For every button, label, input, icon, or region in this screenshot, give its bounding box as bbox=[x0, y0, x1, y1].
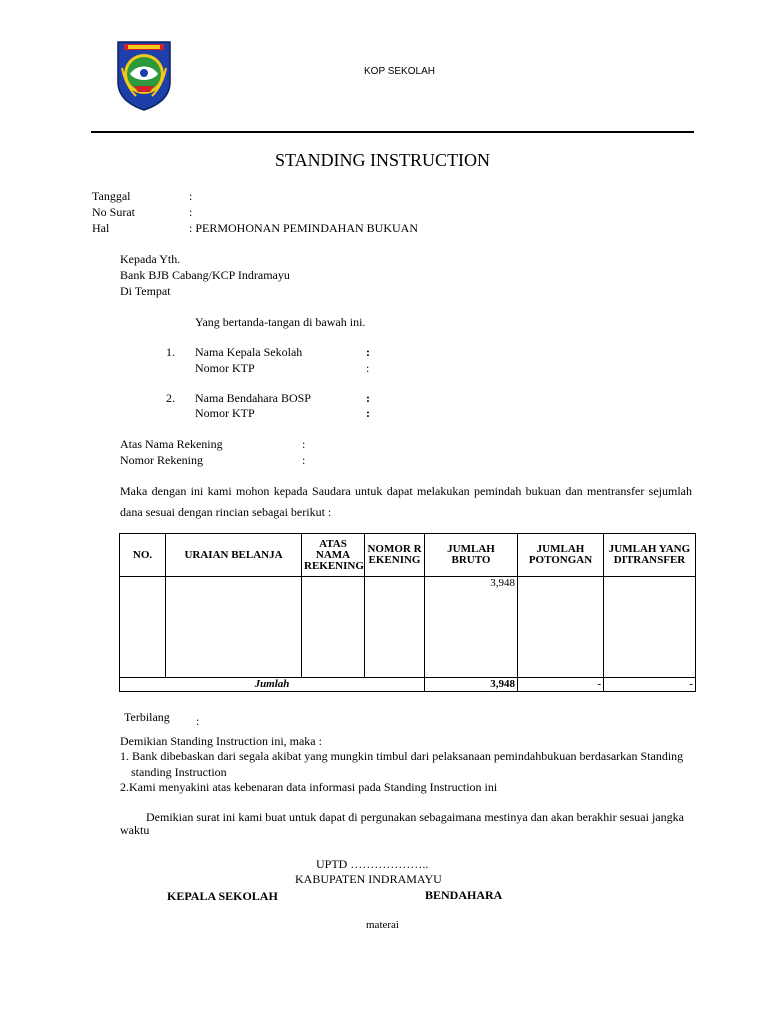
total-jumlah-bruto: 3,948 bbox=[425, 678, 518, 692]
hal-value: : PERMOHONAN PEMINDAHAN BUKUAN bbox=[189, 221, 419, 235]
header-uraian-belanja: URAIAN BELANJA bbox=[166, 534, 302, 577]
terbilang-colon: : bbox=[196, 714, 200, 728]
intro-text: Yang bertanda-tangan di bawah ini. bbox=[195, 315, 366, 329]
nomor-rekening-colon: : bbox=[302, 453, 306, 467]
cell-jumlah-bruto: 3,948 bbox=[425, 577, 518, 678]
kabupaten-line: KABUPATEN INDRAMAYU bbox=[295, 872, 442, 886]
request-text-line-2: dana sesuai dengan rincian sebagai berikut : bbox=[120, 505, 332, 519]
tanggal-value: : bbox=[189, 189, 193, 203]
signer-2-name-label: Nama Bendahara BOSP bbox=[195, 391, 311, 405]
closing-line-2: waktu bbox=[120, 823, 150, 837]
conclusion-point-2: 2.Kami menyakini atas kebenaran data informasi pada Standing Instruction ini bbox=[120, 780, 498, 794]
materai-label: materai bbox=[366, 919, 399, 931]
signer-2-ktp-label: Nomor KTP bbox=[195, 406, 255, 420]
letterhead-text: KOP SEKOLAH bbox=[364, 66, 435, 77]
header-nomor-rekening: NOMOR REKENING bbox=[365, 534, 425, 577]
uptd-line: UPTD ……………….. bbox=[316, 857, 429, 871]
atas-nama-rekening-label: Atas Nama Rekening bbox=[120, 437, 223, 451]
tanggal-label: Tanggal bbox=[92, 189, 131, 203]
signer-1-number: 1. bbox=[166, 345, 175, 359]
header-atas-nama-rekening: ATAS NAMA REKENING bbox=[302, 534, 365, 577]
cell-uraian bbox=[166, 577, 302, 678]
header-jumlah-potongan: JUMLAH POTONGAN bbox=[518, 534, 604, 577]
recipient-line-2: Bank BJB Cabang/KCP Indramayu bbox=[120, 268, 290, 282]
header-jumlah-ditransfer: JUMLAH YANG DITRANSFER bbox=[604, 534, 696, 577]
closing-line-1: Demikian surat ini kami buat untuk dapat di pergunakan sebagaimana mestinya dan akan berakhir sesuai jangka bbox=[146, 810, 684, 824]
signer-1-ktp-label: Nomor KTP bbox=[195, 361, 255, 375]
header-no: NO. bbox=[120, 534, 166, 577]
cell-no bbox=[120, 577, 166, 678]
request-text-line-1: Maka dengan ini kami mohon kepada Saudara untuk dapat melakukan pemindah bukuan dan mentransfer sejumlah bbox=[120, 484, 692, 498]
bendahara-signature-label: BENDAHARA bbox=[425, 888, 503, 902]
no-surat-label: No Surat bbox=[92, 205, 135, 219]
conclusion-intro: Demikian Standing Instruction ini, maka : bbox=[120, 734, 322, 748]
terbilang-label: Terbilang bbox=[124, 710, 170, 724]
table-row bbox=[120, 577, 696, 678]
cell-jumlah-potongan bbox=[518, 577, 604, 678]
signer-2-name-colon: : bbox=[366, 391, 370, 405]
total-jumlah-potongan: - bbox=[518, 678, 604, 692]
nomor-rekening-label: Nomor Rekening bbox=[120, 453, 203, 467]
conclusion-point-1: 1. Bank dibebaskan dari segala akibat yang mungkin timbul dari pelaksanaan pemindahbukuan berdasarkan Standing bbox=[120, 749, 684, 763]
signer-1-name-label: Nama Kepala Sekolah bbox=[195, 345, 303, 359]
signer-2-number: 2. bbox=[166, 391, 175, 405]
header-jumlah-bruto: JUMLAH BRUTO bbox=[425, 534, 518, 577]
regency-logo-icon bbox=[114, 38, 174, 112]
hal-label: Hal bbox=[92, 221, 110, 235]
document-title: STANDING INSTRUCTION bbox=[275, 150, 491, 170]
cell-jumlah-ditransfer bbox=[604, 577, 696, 678]
cell-nomor-rekening bbox=[365, 577, 425, 678]
recipient-line-3: Di Tempat bbox=[120, 284, 171, 298]
cell-atas-nama bbox=[302, 577, 365, 678]
kepala-sekolah-signature-label: KEPALA SEKOLAH bbox=[167, 889, 278, 903]
conclusion-point-1-continued: standing Instruction bbox=[131, 765, 227, 779]
table-total-row bbox=[120, 678, 696, 692]
atas-nama-rekening-colon: : bbox=[302, 437, 306, 451]
signer-2-ktp-colon: : bbox=[366, 406, 370, 420]
rincian-table bbox=[119, 533, 696, 692]
header-divider bbox=[91, 131, 694, 133]
total-label: Jumlah bbox=[120, 678, 425, 692]
recipient-line-1: Kepada Yth. bbox=[120, 252, 181, 266]
signer-1-ktp-colon: : bbox=[366, 361, 370, 375]
total-jumlah-ditransfer: - bbox=[604, 678, 696, 692]
no-surat-value: : bbox=[189, 205, 193, 219]
signer-1-name-colon: : bbox=[366, 345, 370, 359]
table-header-row bbox=[120, 534, 696, 577]
